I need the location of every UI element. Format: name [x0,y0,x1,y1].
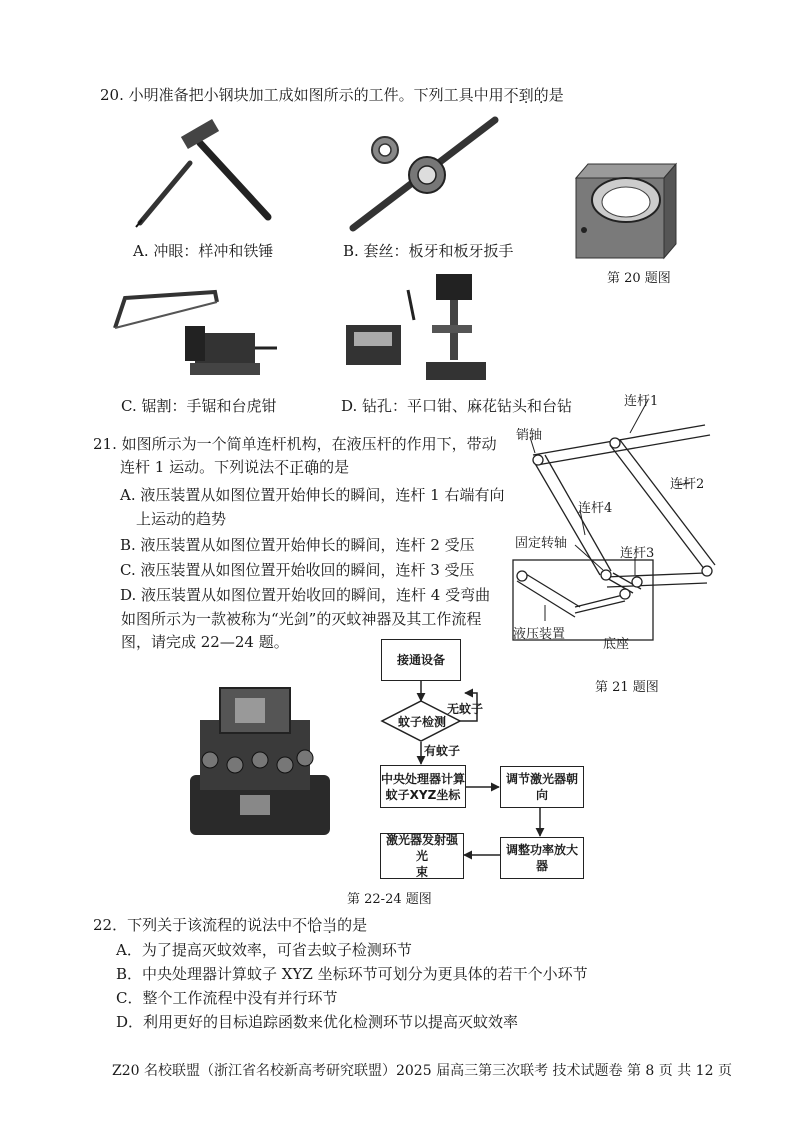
flow-adjust-direction [500,766,584,808]
q21-option-a-line2: 上运动的趋势 [136,510,227,528]
q20-option-a: A. 冲眼：样冲和铁锤 [133,242,274,260]
q22-option-c: C．整个工作流程中没有并行环节 [116,989,338,1007]
flow-adjust-power-label: 调整功率放大器 [505,843,578,873]
label-fixed-shaft: 固定转轴 [515,536,568,551]
q22-stem-text: 22．下列关于该流程的说法中 [93,916,293,934]
q22-option-a: A．为了提高灭蚊效率，可省去蚊子检测环节 [116,941,412,959]
label-rod3: 连杆3 [620,546,655,561]
q20-emphasis-char: 不 [503,86,519,104]
flow-no-mosquito-label: 无蚊子 [447,702,484,716]
flow-laser-line2: 束 [415,865,428,879]
q20-option-c: C. 锯割：手锯和台虎钳 [121,397,277,415]
q22-24-figure-caption: 第 22-24 题图 [347,892,432,907]
label-rod1: 连杆1 [624,394,659,409]
q21-emphasis-char: 确 [304,458,320,476]
flow-cpu-line1: 中央处理器计算 [381,771,466,786]
q20-option-d: D. 钻孔：平口钳、麻花钻头和台钻 [341,397,573,415]
q20-figure-caption: 第 20 题图 [607,271,671,286]
q20-stem-text: 20. 小明准备把小钢块加工成如图所示的工件。下列工具中用 [100,86,504,104]
flow-cpu-compute [380,765,466,808]
q21-option-c: C. 液压装置从如图位置开始收回的瞬间，连杆 3 受压 [120,561,475,579]
q22-option-d: D．利用更好的目标追踪函数来优化检测环节以提高灭蚊效率 [116,1013,519,1031]
flow-has-mosquito-label: 有蚊子 [424,744,461,758]
q22-stem [93,914,367,936]
q20-emphasis-char: 到 [518,86,534,104]
q22-stem-end: 的是 [337,916,368,934]
q20-emphasis-char: 的 [533,86,549,104]
flow-laser-line1: 激光器发射强光 [385,833,458,863]
page-footer: Z20 名校联盟（浙江省名校新高考研究联盟）2025 届高三第三次联考 技术试题卷 第 8 页 共 12 页 [112,1063,732,1079]
flow-cpu-line2: 蚊子XYZ坐标 [385,787,461,802]
q22-option-b: B．中央处理器计算蚊子 XYZ 坐标环节可划分为更具体的若干个小环节 [116,965,588,983]
intro-line2: 图，请完成 22—24 题。 [121,633,289,651]
q21-figure-caption: 第 21 题图 [595,680,659,695]
q22-emphasis-char: 当 [322,916,338,934]
q21-emphasis-char: 正 [289,458,305,476]
q21-stem-text: 连杆 1 运动。下列说法 [120,458,275,476]
q21-option-a-line1: A. 液压装置从如图位置开始伸长的瞬间，连杆 1 右端有向 [120,486,505,504]
q21-emphasis-char: 不 [274,458,290,476]
flow-connect-device [381,639,461,681]
q21-option-b: B. 液压装置从如图位置开始伸长的瞬间，连杆 2 受压 [120,536,475,554]
label-pin: 销轴 [516,428,543,443]
intro-line1: 如图所示为一款被称为“光剑”的灭蚊神器及其工作流程 [121,610,482,628]
label-rod2: 连杆2 [670,477,705,492]
label-base: 底座 [603,637,630,652]
flow-connect-label: 接通设备 [396,653,445,667]
q21-stem-end: 的是 [319,458,350,476]
flow-detect-mosquito: 蚊子检测 [398,715,447,729]
flow-adjust-power [500,837,584,879]
label-rod4: 连杆4 [578,501,613,516]
q22-emphasis-char: 不 [292,916,308,934]
flow-laser-emit [380,833,464,879]
q20-option-b: B. 套丝：板牙和板牙扳手 [343,242,514,260]
flow-adjust-direction-label: 调节激光器朝向 [505,772,578,802]
q22-emphasis-char: 恰 [307,916,323,934]
label-hydraulic: 液压装置 [513,627,566,642]
q20-stem-end: 是 [548,86,564,104]
q21-stem-line1: 21. 如图所示为一个简单连杆机构，在液压杆的作用下，带动 [93,435,497,453]
q21-option-d: D. 液压装置从如图位置开始收回的瞬间，连杆 4 受弯曲 [120,586,491,604]
